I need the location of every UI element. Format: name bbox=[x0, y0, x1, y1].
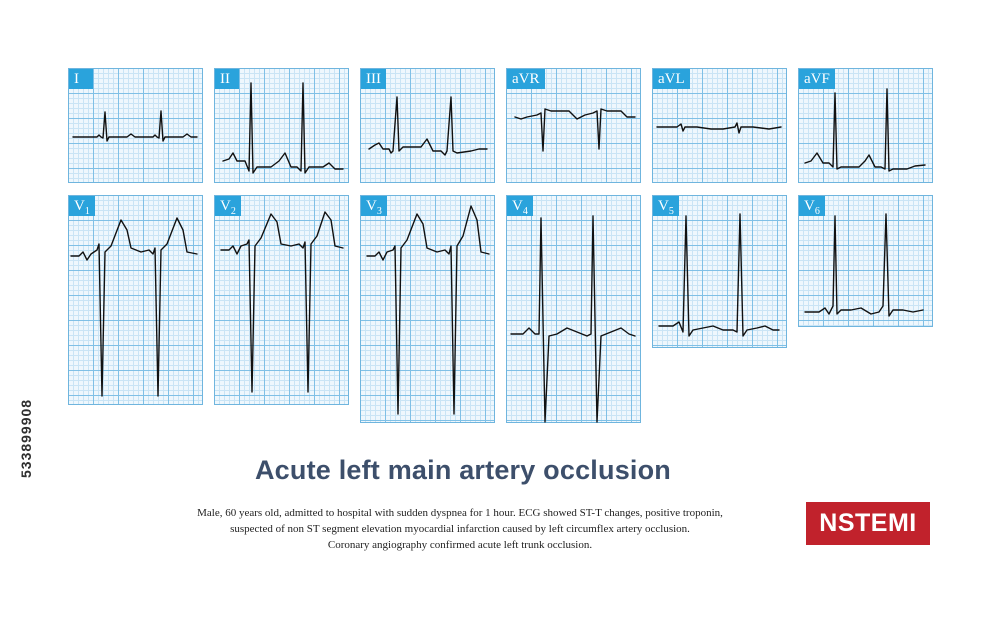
lead-label-III: III bbox=[361, 69, 386, 89]
lead-label-aVR: aVR bbox=[507, 69, 545, 89]
lead-label-I: I bbox=[69, 69, 93, 89]
nstemi-badge: NSTEMI bbox=[806, 502, 930, 545]
ecg-trace-V4 bbox=[507, 196, 640, 422]
ecg-trace-aVL bbox=[653, 69, 786, 182]
lead-panel-aVF bbox=[798, 68, 933, 183]
ecg-trace-aVF bbox=[799, 69, 932, 182]
lead-label-V1: $V_1$ bbox=[69, 196, 95, 216]
lead-label-V3: $V_3$ bbox=[361, 196, 387, 216]
side-stock-id: 533899908 bbox=[18, 398, 34, 478]
ecg-trace-I bbox=[69, 69, 202, 182]
lead-panel-III bbox=[360, 68, 495, 183]
ecg-trace-V2 bbox=[215, 196, 348, 404]
lead-label-V2: $V_2$ bbox=[215, 196, 241, 216]
ecg-trace-aVR bbox=[507, 69, 640, 182]
lead-label-V5: $V_5$ bbox=[653, 196, 679, 216]
lead-panel-V3 bbox=[360, 195, 495, 423]
lead-panel-V6 bbox=[798, 195, 933, 327]
diagram-title: Acute left main artery occlusion bbox=[254, 455, 671, 485]
ecg-trace-V6 bbox=[799, 196, 932, 326]
description-line: Male, 60 years old, admitted to hospital with sudden dyspnea for 1 hour. ECG showed ST-T changes, positive troponin, bbox=[197, 507, 723, 519]
lead-panel-V1 bbox=[68, 195, 203, 405]
lead-label-II: II bbox=[215, 69, 239, 89]
ecg-trace-II bbox=[215, 69, 348, 182]
ecg-trace-V3 bbox=[361, 196, 494, 422]
lead-panel-V5 bbox=[652, 195, 787, 348]
lead-label-aVL: aVL bbox=[653, 69, 690, 89]
ecg-trace-V1 bbox=[69, 196, 202, 404]
lead-label-aVF: aVF bbox=[799, 69, 835, 89]
description-line: Coronary angiography confirmed acute left trunk occlusion. bbox=[327, 539, 593, 551]
description-line: suspected of non ST segment elevation myocardial infarction caused by left circumflex artery occlusion. bbox=[230, 523, 690, 535]
lead-panel-aVR bbox=[506, 68, 641, 183]
lead-label-V6: $V_6$ bbox=[799, 196, 825, 216]
lead-panel-aVL bbox=[652, 68, 787, 183]
ecg-trace-III bbox=[361, 69, 494, 182]
lead-panel-I bbox=[68, 68, 203, 183]
case-description bbox=[150, 505, 770, 553]
lead-panel-V4 bbox=[506, 195, 641, 423]
lead-panel-II bbox=[214, 68, 349, 183]
ecg-trace-V5 bbox=[653, 196, 786, 347]
lead-label-V4: $V_4$ bbox=[507, 196, 533, 216]
lead-panel-V2 bbox=[214, 195, 349, 405]
